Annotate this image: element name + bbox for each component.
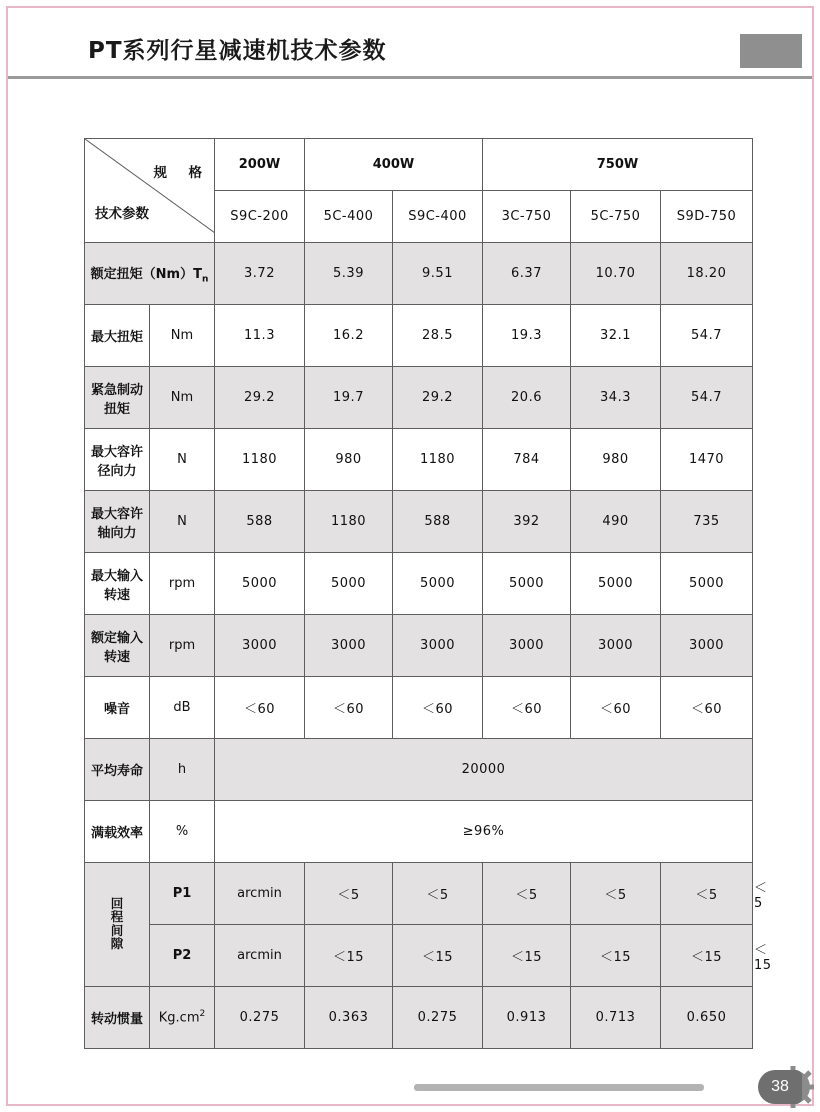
spec-table-container bbox=[84, 138, 772, 1049]
cell-value: 20.6 bbox=[483, 367, 571, 429]
cell-value: 5.39 bbox=[305, 243, 393, 305]
row-unit: dB bbox=[150, 677, 215, 739]
row-label-max-radial-force: 最大容许径向力 bbox=[85, 429, 150, 491]
table-row bbox=[85, 243, 753, 305]
corner-diagonal-line bbox=[85, 139, 214, 242]
corner-label-parameter: 技术参数 bbox=[95, 206, 149, 222]
cell-value-merged: 20000 bbox=[215, 739, 753, 801]
cell-value: 5000 bbox=[393, 553, 483, 615]
table-row bbox=[85, 987, 753, 1049]
row-label-max-input-speed: 最大输入转速 bbox=[85, 553, 150, 615]
cell-value: 1470 bbox=[661, 429, 753, 491]
table-row bbox=[85, 367, 753, 429]
cell-value: ＜60 bbox=[305, 677, 393, 739]
row-unit: % bbox=[150, 801, 215, 863]
table-row bbox=[85, 305, 753, 367]
cell-value: ＜60 bbox=[483, 677, 571, 739]
cell-value: 19.7 bbox=[305, 367, 393, 429]
cell-value: 3.72 bbox=[215, 243, 305, 305]
model-cell: S9D-750 bbox=[661, 191, 753, 243]
power-group-750w: 750W bbox=[483, 139, 753, 191]
table-row bbox=[85, 739, 753, 801]
row-unit: $Kg.cm^2$ bbox=[150, 987, 215, 1049]
cell-value: 10.70 bbox=[571, 243, 661, 305]
page-border-left bbox=[6, 6, 8, 1106]
cell-value: 3000 bbox=[571, 615, 661, 677]
row-unit: Nm bbox=[150, 367, 215, 429]
cell-value: ＜15 bbox=[661, 925, 753, 987]
table-corner-cell bbox=[85, 139, 215, 243]
footer-rule bbox=[414, 1084, 704, 1091]
cell-value: ＜5 bbox=[393, 863, 483, 925]
cell-value: 54.7 bbox=[661, 305, 753, 367]
backlash-group-label: 回程间隙 bbox=[110, 896, 124, 951]
table-row bbox=[85, 801, 753, 863]
table-row bbox=[85, 553, 753, 615]
spec-table bbox=[84, 138, 772, 1049]
model-cell: S9C-200 bbox=[215, 191, 305, 243]
cell-value: 16.2 bbox=[305, 305, 393, 367]
cell-value: ＜15 bbox=[305, 925, 393, 987]
cell-value: 735 bbox=[661, 491, 753, 553]
cell-value: 784 bbox=[483, 429, 571, 491]
model-cell: S9C-400 bbox=[393, 191, 483, 243]
row-label-rated-torque: 额定扭矩$(Nm)T_n$ bbox=[85, 243, 215, 305]
cell-value: 490 bbox=[571, 491, 661, 553]
cell-value: 5000 bbox=[483, 553, 571, 615]
row-label-full-load-efficiency: 满载效率 bbox=[85, 801, 150, 863]
cell-value: ＜15 bbox=[571, 925, 661, 987]
cell-value: 588 bbox=[393, 491, 483, 553]
page-title: PT系列行星减速机技术参数 bbox=[88, 38, 387, 64]
cell-value: 34.3 bbox=[571, 367, 661, 429]
cell-value: ＜60 bbox=[393, 677, 483, 739]
power-group-200w: 200W bbox=[215, 139, 305, 191]
row-unit: h bbox=[150, 739, 215, 801]
cell-value: ＜5 bbox=[661, 863, 753, 925]
table-row-power-group bbox=[85, 139, 753, 191]
row-unit: N bbox=[150, 491, 215, 553]
cell-value: ＜60 bbox=[661, 677, 753, 739]
cell-value: 0.713 bbox=[571, 987, 661, 1049]
cell-value: 1180 bbox=[305, 491, 393, 553]
cell-value: 28.5 bbox=[393, 305, 483, 367]
cell-value: 19.3 bbox=[483, 305, 571, 367]
page-number-badge: 38 bbox=[758, 1070, 802, 1104]
cell-value: 6.37 bbox=[483, 243, 571, 305]
cell-value: 9.51 bbox=[393, 243, 483, 305]
cell-value: ＜15 bbox=[393, 925, 483, 987]
model-cell: 5C-400 bbox=[305, 191, 393, 243]
backlash-p2-name: P2 bbox=[150, 925, 215, 987]
cell-value: 0.275 bbox=[393, 987, 483, 1049]
cell-value: 29.2 bbox=[393, 367, 483, 429]
cell-value: 980 bbox=[571, 429, 661, 491]
cell-value: 5000 bbox=[571, 553, 661, 615]
row-label-max-axial-force: 最大容许轴向力 bbox=[85, 491, 150, 553]
cell-value: 3000 bbox=[661, 615, 753, 677]
table-row bbox=[85, 491, 753, 553]
row-label-inertia: 转动惯量 bbox=[85, 987, 150, 1049]
cell-value: 0.275 bbox=[215, 987, 305, 1049]
cell-value: ＜5 bbox=[483, 863, 571, 925]
cell-value: 588 bbox=[215, 491, 305, 553]
row-label-noise: 噪音 bbox=[85, 677, 150, 739]
row-unit: N bbox=[150, 429, 215, 491]
cell-value: 18.20 bbox=[661, 243, 753, 305]
cell-value: ＜60 bbox=[215, 677, 305, 739]
row-label-emergency-brake-torque: 紧急制动扭矩 bbox=[85, 367, 150, 429]
table-row bbox=[85, 677, 753, 739]
cell-value: ＜5 bbox=[571, 863, 661, 925]
cell-value: 5000 bbox=[215, 553, 305, 615]
cell-value: 0.913 bbox=[483, 987, 571, 1049]
cell-value: 29.2 bbox=[215, 367, 305, 429]
cell-value: ＜5 bbox=[305, 863, 393, 925]
cell-value: ＜60 bbox=[571, 677, 661, 739]
cell-value: 11.3 bbox=[215, 305, 305, 367]
power-group-400w: 400W bbox=[305, 139, 483, 191]
cell-value: 3000 bbox=[483, 615, 571, 677]
cell-value: 980 bbox=[305, 429, 393, 491]
table-row: P2 arcmin ＜15 ＜15 ＜15 ＜15 ＜15 ＜15 bbox=[85, 925, 753, 987]
row-label-average-life: 平均寿命 bbox=[85, 739, 150, 801]
row-unit: rpm bbox=[150, 553, 215, 615]
row-unit: Nm bbox=[150, 305, 215, 367]
cell-value: 54.7 bbox=[661, 367, 753, 429]
cell-value: 3000 bbox=[215, 615, 305, 677]
cell-value: ＜15 bbox=[483, 925, 571, 987]
model-cell: 5C-750 bbox=[571, 191, 661, 243]
row-label-max-torque: 最大扭矩 bbox=[85, 305, 150, 367]
cell-value: 3000 bbox=[393, 615, 483, 677]
row-label-backlash-group bbox=[85, 863, 150, 987]
page-border-right bbox=[812, 6, 814, 1106]
corner-label-spec: 规 格 bbox=[153, 165, 206, 181]
page-border-bottom bbox=[6, 1104, 814, 1106]
table-row bbox=[85, 429, 753, 491]
page-header bbox=[8, 8, 812, 76]
cell-value: 1180 bbox=[215, 429, 305, 491]
header-divider bbox=[8, 76, 812, 79]
cell-value: 0.363 bbox=[305, 987, 393, 1049]
table-row bbox=[85, 615, 753, 677]
backlash-p2-unit: arcmin bbox=[215, 925, 305, 987]
cell-value: 32.1 bbox=[571, 305, 661, 367]
header-decoration-block bbox=[740, 34, 802, 68]
cell-value: 5000 bbox=[305, 553, 393, 615]
cell-value: 3000 bbox=[305, 615, 393, 677]
cell-value: 392 bbox=[483, 491, 571, 553]
table-row: 回程间隙 P1 arcmin ＜5 ＜5 ＜5 ＜5 ＜5 ＜5 bbox=[85, 863, 753, 925]
backlash-p1-name: P1 bbox=[150, 863, 215, 925]
model-cell: 3C-750 bbox=[483, 191, 571, 243]
row-unit: rpm bbox=[150, 615, 215, 677]
backlash-p1-unit: arcmin bbox=[215, 863, 305, 925]
row-label-rated-input-speed: 额定输入转速 bbox=[85, 615, 150, 677]
cell-value-merged: ≥96% bbox=[215, 801, 753, 863]
cell-value: 5000 bbox=[661, 553, 753, 615]
cell-value: 1180 bbox=[393, 429, 483, 491]
cell-value: 0.650 bbox=[661, 987, 753, 1049]
